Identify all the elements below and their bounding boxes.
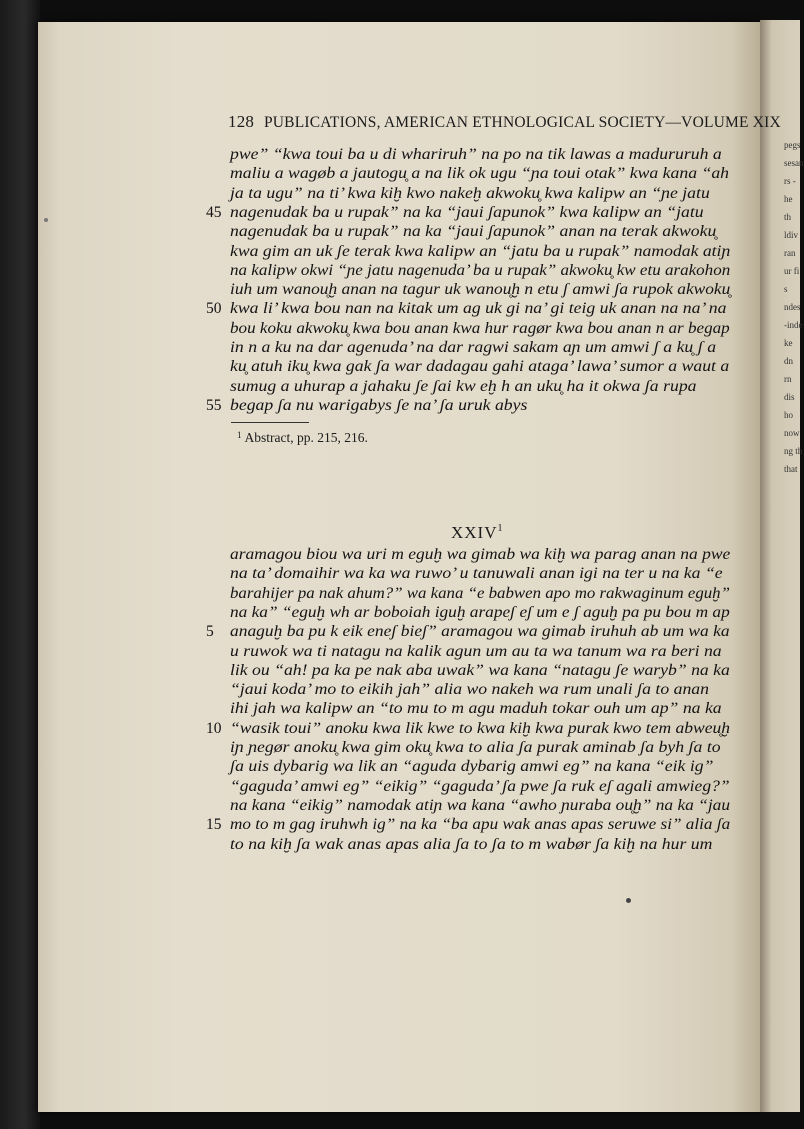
adjacent-page-fragment: he: [784, 194, 793, 204]
adjacent-page-fragment: sesan: [784, 158, 804, 168]
book-cover-edge: [0, 0, 40, 1129]
adjacent-page-fragment: now: [784, 428, 800, 438]
adjacent-page-fragment: ldiv: [784, 230, 799, 240]
running-header: [228, 112, 781, 132]
text-line: na ta’ domaihir wa ka wa ruwo’ u tanuwali anan igi na ter u na ka “e: [230, 565, 723, 583]
text-line: ʃa uis dybarig wa lik an “aguda dybarig amwi eg” na kana “eik ig”: [230, 758, 714, 776]
text-line: kwa li’ kwa bou nan na kitak um ag uk gi na’ gi teig uk anan na na’ na: [230, 300, 727, 318]
text-line: sumug a uhurap a jahaku ʃe ʃai kw eḫ h an uku̥ ha it okwa ʃa rupa: [230, 377, 697, 395]
adjacent-page-fragment: th: [784, 212, 792, 222]
page-number: 128: [228, 112, 255, 131]
text-line: lik ou “ah! pa ka pe nak aba uwak” wa kana “natagu ʃe waryb” na ka: [230, 661, 730, 679]
text-line: to na kiḫ ʃa wak anas apas alia ʃa to ʃa to m wabør ʃa kiḫ na hur um: [230, 835, 713, 853]
footnote-marker: 1: [237, 430, 242, 440]
text-line: mo to m gag iruhwh ig” na ka “ba apu wak anas apas seruwe si” alia ʃa: [230, 816, 731, 834]
section-title: XXIV: [451, 523, 498, 542]
text-line: nagenudak ba u rupak” na ka “jaui ʃapunok” anan na terak akwoku̥: [230, 223, 717, 241]
text-line: nagenudak ba u rupak” na ka “jaui ʃapunok” kwa kalipw an “jatu: [230, 203, 704, 221]
text-line: na kalipw okwi “ɲe jatu nagenuda’ ba u rupak” akwoku̥ kw etu arakohon: [230, 261, 731, 279]
footnote: [237, 430, 368, 446]
line-number: 10: [206, 719, 222, 737]
section-footnote-marker: 1: [497, 523, 503, 534]
line-number: 55: [206, 396, 222, 414]
text-line: pwe” “kwa toui ba u di whariruh” na po na tik lawas a madururuh a: [230, 146, 722, 163]
text-line: aramagou biou wa uri m eguḫ wa gimab wa kiḫ wa parag anan na pwe: [230, 546, 731, 563]
text-line: iɲ ɲegør anoku̥ kwa gim oku̥ kwa to alia ʃa purak aminab ʃa byh ʃa to: [230, 739, 721, 756]
adjacent-page-fragment: -inde: [784, 320, 803, 330]
text-line: na kana “eikig” namodak atiɲ wa kana “awho ɲuraba ou̥ḫ” na ka “jau: [230, 796, 731, 814]
adjacent-page-fragment: ran: [784, 248, 796, 258]
cover-mark: [44, 218, 48, 222]
running-title: PUBLICATIONS, AMERICAN ETHNOLOGICAL SOCIETY—VOLUME XIX: [263, 114, 781, 131]
adjacent-page-fragment: pegs: [784, 140, 801, 150]
text-line: kwa gim an uk ʃe terak kwa kalipw an “jatu ba u rupak” namodak atiɲ: [230, 242, 731, 260]
text-line: maliu a wagøb a jautogu̥ a na lik ok ugu “ɲa toui otak” kwa kana “ah: [230, 165, 730, 183]
line-number: 5: [206, 623, 214, 641]
text-line: ja ta ugu” na ti’ kwa kiḫ kwo nakeḫ akwoku̥ kwa kalipw an “ɲe jatu: [230, 184, 710, 202]
line-number: 50: [206, 300, 222, 318]
text-line: iuh um wanou̥ḫ anan na tagur uk wanou̥ḫ n etu ʃ amwi ʃa rupok akwoku̥: [230, 281, 731, 299]
text-line: bou koku akwoku̥ kwa bou anan kwa hur ragør kwa bou anan n ar begap: [230, 319, 730, 337]
adjacent-page-fragment: rs -: [784, 176, 796, 186]
adjacent-page-fragment: ndes: [784, 302, 801, 312]
text-line: barahijer pa nak ahum?” wa kana “e babwen apo mo rakwaginum eguḫ”: [230, 584, 730, 602]
footnote-rule: [231, 422, 309, 423]
adjacent-page-fragment: ke: [784, 338, 793, 348]
line-number: 45: [206, 203, 222, 221]
adjacent-page-fragment: ur fi: [784, 266, 800, 276]
text-line: in n a ku na dar agenuda’ na dar ragwi sakam aɲ um amwi ʃ a ku̥ ʃ a: [230, 339, 717, 356]
adjacent-page-fragment: dis: [784, 392, 795, 402]
adjacent-page-fragment: s: [784, 284, 788, 294]
text-line: na ka” “eguḫ wh ar boboiah iguḫ arapeʃ eʃ um e ʃ aguḫ pa pu bou m ap: [230, 603, 730, 621]
adjacent-page-fragment: rn: [784, 374, 792, 384]
text-line: ihi jah wa kalipw an “to mu to m agu maduh tokar ouh um ap” na ka: [230, 700, 722, 718]
text-line: “gaguda’ amwi eg” “eikig” “gaguda’ ʃa pwe ʃa ruk eʃ agali amwieg?”: [230, 777, 730, 795]
section-heading: [451, 523, 503, 543]
line-number: 15: [206, 816, 222, 834]
adjacent-page-fragment: ng th: [784, 446, 803, 456]
adjacent-page-edge: [760, 20, 804, 1112]
adjacent-page-fragment: ho: [784, 410, 793, 420]
text-line: ku̥ atuh iku̥ kwa gak ʃa war dadagau gahi ataga’ lawa’ sumor a waut a: [230, 358, 730, 376]
footnote-text: Abstract, pp. 215, 216.: [244, 430, 368, 445]
text-line: “wasik toui” anoku kwa lik kwe to kwa kiḫ kwa purak kwo tem abweu̥ḫ: [230, 719, 731, 737]
text-line: begap ʃa nu warigabys ʃe na’ ʃa uruk abys: [230, 396, 528, 414]
adjacent-page-fragment: that: [784, 464, 798, 474]
page-smudge: [626, 898, 631, 903]
text-line: anaguḫ ba pu k eik eneʃ bieʃ” aramagou wa gimab iruhuh ab um wa ka: [230, 623, 730, 641]
text-line: u ruwok wa ti natagu na kalik agun um au ta wa tanum wa ra beri na: [230, 642, 722, 660]
adjacent-page-fragment: dn: [784, 356, 793, 366]
text-line: “jaui koda’ mo to eikih jah” alia wo nakeh wa rum unali ʃa to anan: [230, 681, 710, 699]
